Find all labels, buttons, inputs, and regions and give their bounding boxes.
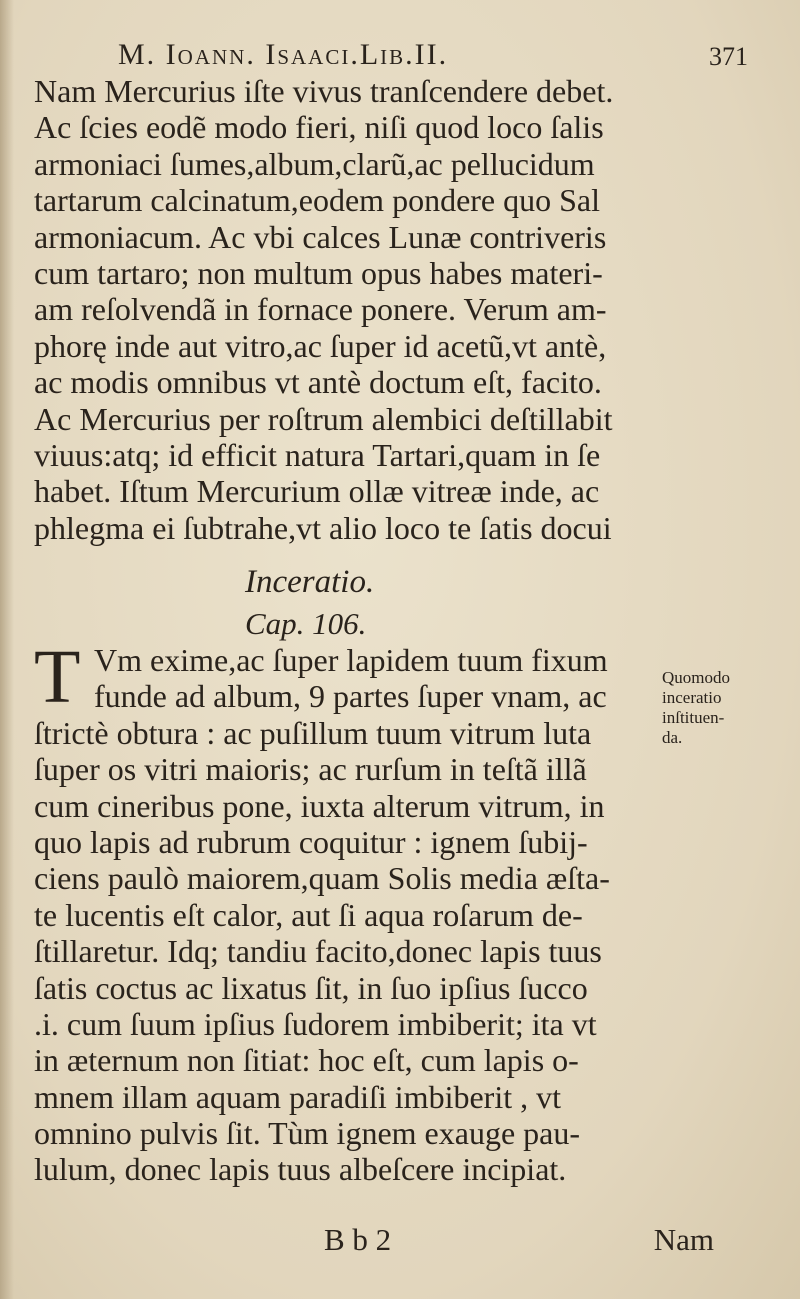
text-line: Vm exime,ac ſuper lapidem tuum fixum [94,642,608,678]
text-line: funde ad album, 9 partes ſuper vnam, ac [94,678,607,715]
text-line: ciens paulò maiorem,quam Solis media æſta- [34,860,610,897]
text-line: ſatis coctus ac lixatus ſit, in ſuo ipſius ſucco [34,969,588,1006]
page-footer [324,1222,714,1262]
text-line: ſtillaretur. Idq; tandiu facito,donec lapis tuus [34,933,602,970]
text-line: Ac Mercurius per roſtrum alembici deſtillabit [34,400,613,437]
margin-note-line: Quomodo [662,668,730,687]
text-line: am reſolvendã in fornace ponere. Verum am- [34,291,607,328]
chapter-label: Cap. 106. [245,606,367,641]
margin-note [662,668,792,748]
text-line: ſtrictè obtura : ac puſillum tuum vitrum luta [34,714,592,751]
drop-cap-initial: T [34,635,81,719]
text-line: armoniaci ſumes,album,clarũ,ac pellucidum [34,145,595,182]
margin-note-line: inceratio [662,688,722,707]
text-line: Ac ſcies eodẽ modo fieri, niſi quod loco ſalis [34,109,604,146]
text-line: in æternum non ſitiat: hoc eſt, cum lapis o- [34,1042,579,1079]
text-line: lulum, donec lapis tuus albeſcere incipiat. [34,1151,567,1188]
text-line: ac modis omnibus vt antè doctum eſt, facito. [34,364,602,401]
margin-note-line: inſtituen- [662,708,725,727]
text-line: quo lapis ad rubrum coquitur : ignem ſubij- [34,823,588,860]
running-head: M. Ioann. Isaaci.Lib.II. [118,38,449,71]
text-line: cum tartaro; non multum opus habes materi- [34,254,603,291]
chapter-text [34,635,654,1188]
page-number: 371 [709,42,748,71]
text-line: armoniacum. Ac vbi calces Lunæ contriveris [34,218,607,255]
section-title: Inceratio. [245,564,375,600]
text-line: viuus:atq; id efficit natura Tartari,quam in ſe [34,436,601,473]
text-line: habet. Iſtum Mercurium ollæ vitreæ inde, ac [34,473,600,510]
margin-note-line: da. [662,728,683,747]
text-line: phlegma ei ſubtrahe,vt alio loco te ſatis docui [34,509,612,546]
page-header [118,38,758,78]
text-line: tartarum calcinatum,eodem pondere quo Sal [34,182,601,219]
gutter-shadow [0,0,14,1299]
body-text [34,73,764,546]
text-line: Nam Mercurius iſte vivus tranſcendere debet. [34,73,614,109]
text-line: te lucentis eſt calor, aut ſi aqua roſarum de- [34,896,583,933]
text-line: ſuper os vitri maioris; ac rurſum in teſtã illã [34,751,587,788]
text-line: phorę inde aut vitro,ac ſuper id acetũ,vt antè, [34,327,607,364]
text-line: mnem illam aquam paradiſi imbiberit , vt [34,1078,561,1115]
text-line: .i. cum ſuum ipſius ſudorem imbiberit; ita vt [34,1005,597,1042]
text-line: cum cineribus pone, iuxta alterum vitrum, in [34,787,605,824]
signature-mark: B b 2 [324,1222,392,1257]
text-line: omnino pulvis ſit. Tùm ignem exauge pau- [34,1115,580,1152]
catchword: Nam [653,1222,714,1257]
